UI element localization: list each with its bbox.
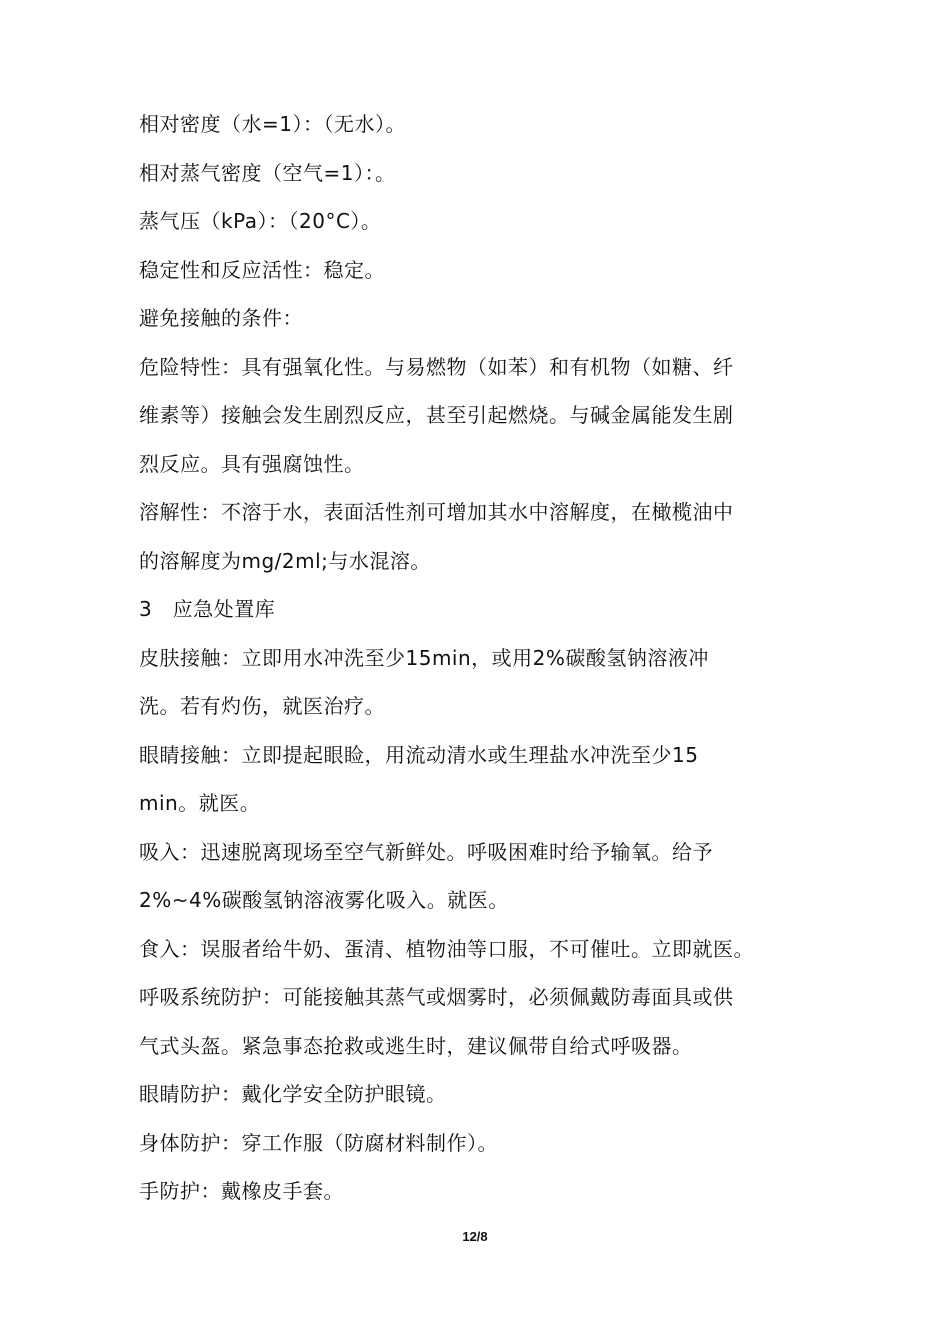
- section-heading: 3 应急处置库: [139, 597, 276, 621]
- text-line: 相对密度（水=1）：（无水）。: [139, 112, 406, 136]
- text-line: 蒸气压（kPa）：（20°C）。: [139, 209, 382, 233]
- text-line: 皮肤接触：立即用水冲洗至少15min，或用2%碳酸氢钠溶液冲: [139, 646, 709, 670]
- text-line: min。就医。: [139, 791, 261, 815]
- text-line: 吸入：迅速脱离现场至空气新鲜处。呼吸困难时给予输氧。给予: [139, 840, 713, 864]
- text-line: 的溶解度为mg/2ml;与水混溶。: [139, 549, 431, 573]
- text-line: 避免接触的条件：: [139, 306, 303, 330]
- text-line: 危险特性：具有强氧化性。与易燃物（如苯）和有机物（如糖、纤: [139, 355, 734, 379]
- text-line: 眼睛防护：戴化学安全防护眼镜。: [139, 1082, 447, 1106]
- text-line: 维素等）接触会发生剧烈反应，甚至引起燃烧。与碱金属能发生剧: [139, 403, 734, 427]
- text-line: 食入：误服者给牛奶、蛋清、植物油等口服，不可催吐。立即就医。: [139, 937, 754, 961]
- text-line: 烈反应。具有强腐蚀性。: [139, 452, 365, 476]
- text-line: 呼吸系统防护：可能接触其蒸气或烟雾时，必须佩戴防毒面具或供: [139, 985, 734, 1009]
- text-line: 气式头盔。紧急事态抢救或逃生时，建议佩带自给式呼吸器。: [139, 1034, 693, 1058]
- page-number: 12/8: [462, 1229, 488, 1244]
- text-line: 手防护：戴橡皮手套。: [139, 1179, 344, 1203]
- text-line: 身体防护：穿工作服（防腐材料制作）。: [139, 1131, 498, 1155]
- text-line: 洗。若有灼伤，就医治疗。: [139, 694, 385, 718]
- text-line: 溶解性：不溶于水，表面活性剂可增加其水中溶解度，在橄榄油中: [139, 500, 734, 524]
- text-line: 相对蒸气密度（空气=1）：。: [139, 161, 396, 185]
- text-line: 稳定性和反应活性：稳定。: [139, 258, 385, 282]
- text-line: 眼睛接触：立即提起眼睑，用流动清水或生理盐水冲洗至少15: [139, 743, 699, 767]
- text-line: 2%~4%碳酸氢钠溶液雾化吸入。就医。: [139, 888, 509, 912]
